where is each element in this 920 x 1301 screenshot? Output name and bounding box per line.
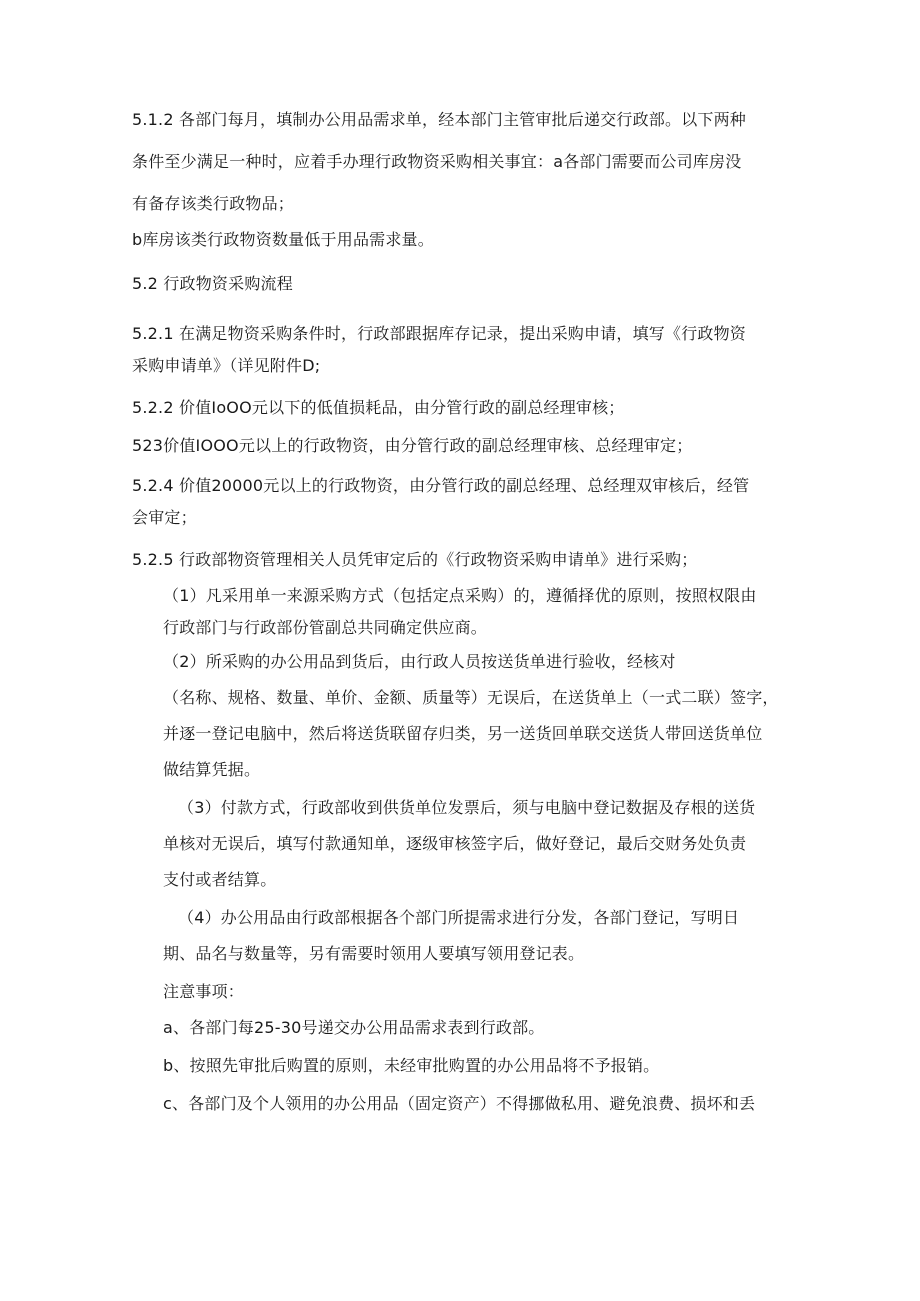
text-line: 5.2.5 行政部物资管理相关人员凭审定后的《行政物资采购申请单》进行采购； xyxy=(132,550,698,569)
text-line: 单核对无误后，填写付款通知单，逐级审核签字后，做好登记，最后交财务处负责 xyxy=(163,834,747,853)
list-item: b、按照先审批后购置的原则，未经审批购置的办公用品将不予报销。 xyxy=(163,1056,660,1075)
text-line: 523价值IOOO元以上的行政物资，由分管行政的副总经理审核、总经理审定； xyxy=(132,436,693,455)
text-line: 注意事项： xyxy=(163,982,245,1001)
text-line: （名称、规格、数量、单价、金额、质量等）无误后，在送货单上（一式二联）签字， xyxy=(163,688,779,707)
text-line: 条件至少满足一种时，应着手办理行政物资采购相关事宜：a各部门需要而公司库房没 xyxy=(132,152,742,171)
text-line: 5.2.4 价值20000元以上的行政物资，由分管行政的副总经理、总经理双审核后，经管 xyxy=(132,476,750,495)
text-line: （4）办公用品由行政部根据各个部门所提需求进行分发，各部门登记，写明日 xyxy=(178,908,740,927)
text-line: b库房该类行政物资数量低于用品需求量。 xyxy=(132,230,434,249)
text-line: 5.2.1 在满足物资采购条件时，行政部跟据库存记录，提出采购申请，填写《行政物资 xyxy=(132,324,746,343)
section-heading: 5.2 行政物资采购流程 xyxy=(132,274,293,293)
text-line: 做结算凭据。 xyxy=(163,760,261,779)
text-line: （1）凡采用单一来源采购方式（包括定点采购）的，遵循择优的原则，按照权限由 xyxy=(163,586,757,605)
text-line: 会审定； xyxy=(132,508,197,527)
list-item: a、各部门每25-30号递交办公用品需求表到行政部。 xyxy=(163,1018,545,1037)
text-line: 采购申请单》（详见附件D; xyxy=(132,356,321,375)
text-line: 期、品名与数量等，另有需要时领用人要填写领用登记表。 xyxy=(163,944,585,963)
text-line: （2）所采购的办公用品到货后，由行政人员按送货单进行验收，经核对 xyxy=(163,652,676,671)
text-line: 并逐一登记电脑中，然后将送货联留存归类，另一送货回单联交送货人带回送货单位 xyxy=(163,724,763,743)
text-line: 5.1.2 各部门每月，填制办公用品需求单，经本部门主管审批后递交行政部。以下两种 xyxy=(132,110,746,129)
text-line: 有备存该类行政物品； xyxy=(132,194,295,213)
text-line: 支付或者结算。 xyxy=(163,870,277,889)
text-line: 5.2.2 价值IoOO元以下的低值损耗品，由分管行政的副总经理审核； xyxy=(132,398,625,417)
list-item: c、各部门及个人领用的办公用品（固定资产）不得挪做私用、避免浪费、损坏和丢 xyxy=(163,1094,756,1113)
text-line: （3）付款方式，行政部收到供货单位发票后，须与电脑中登记数据及存根的送货 xyxy=(178,798,756,817)
text-line: 行政部门与行政部份管副总共同确定供应商。 xyxy=(163,618,488,637)
